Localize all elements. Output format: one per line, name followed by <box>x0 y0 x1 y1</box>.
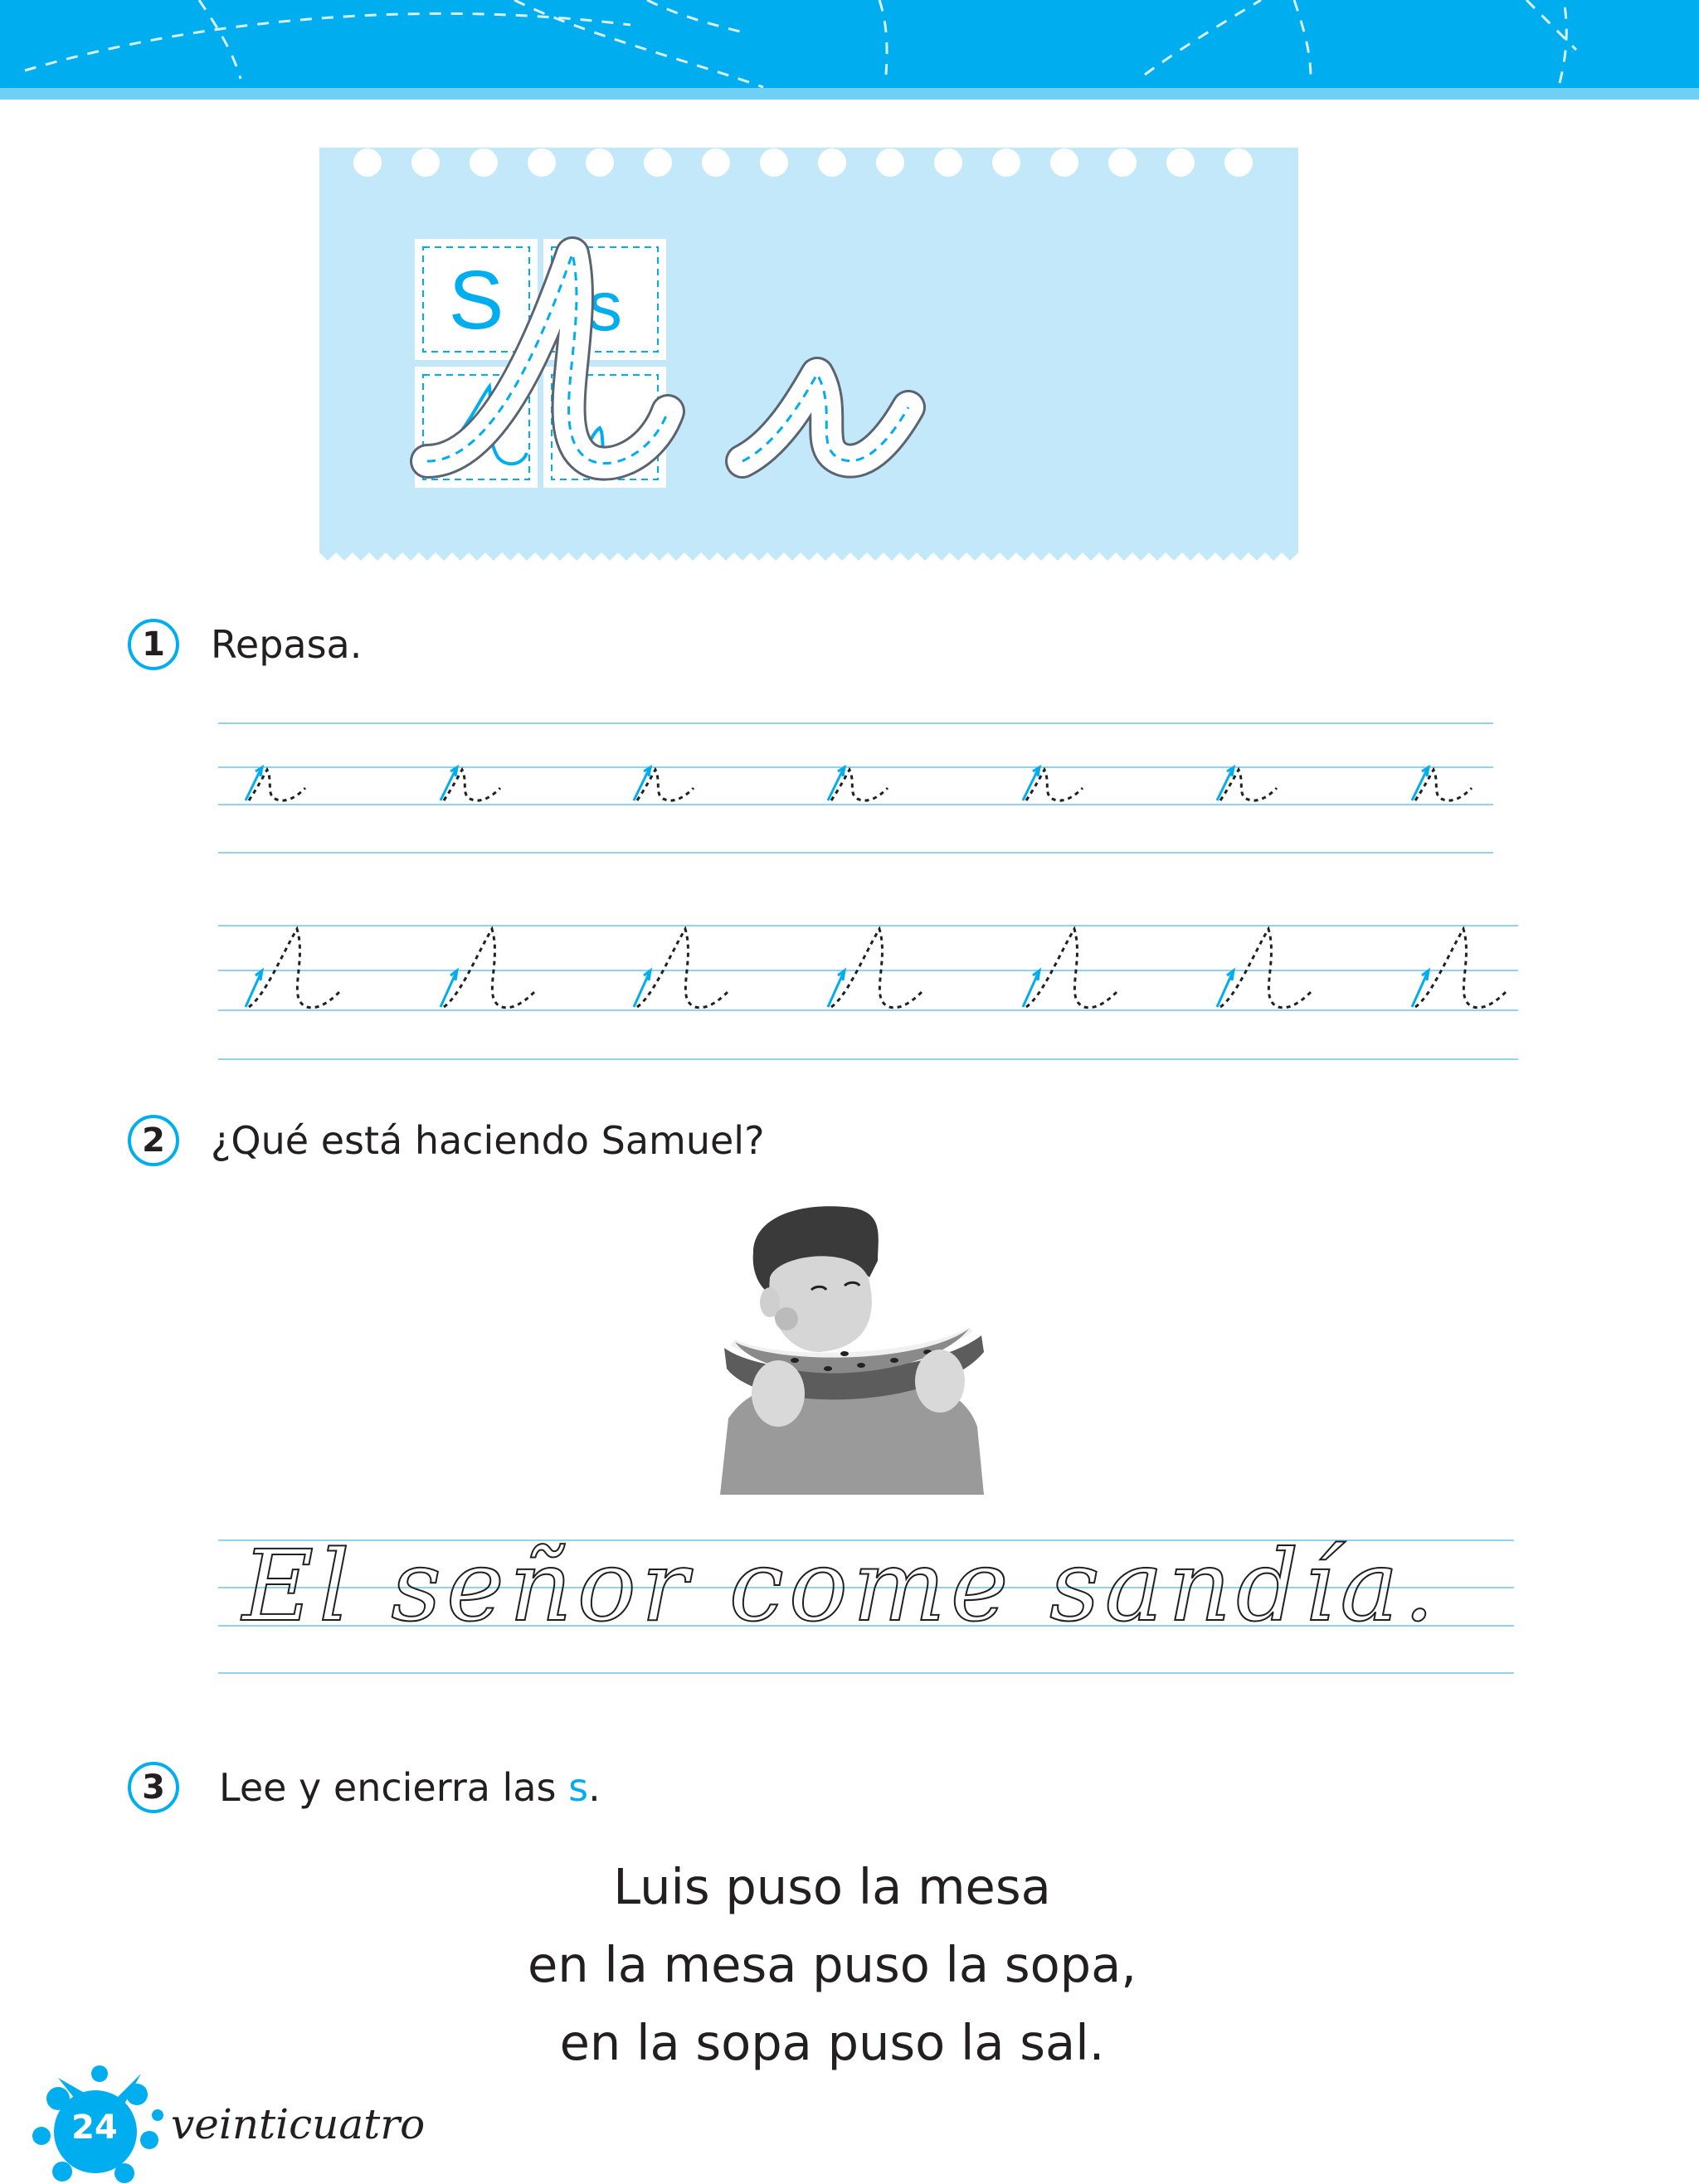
exercise-title: ¿Qué está haciendo Samuel? <box>211 1118 765 1163</box>
exercise-number: 1 <box>128 619 179 670</box>
poem-line: en la mesa puso la sopa, <box>527 1936 1137 1993</box>
exercise-title: Repasa. <box>211 622 363 667</box>
poem-line: Luis puso la mesa <box>613 1858 1051 1915</box>
exercise-number: 2 <box>128 1115 179 1166</box>
letter-card-text: s <box>587 267 622 345</box>
highlight-letter: s <box>568 1765 589 1810</box>
boy-eating-watermelon-illustration <box>720 1203 1002 1498</box>
poem-line: en la sopa puso la sal. <box>559 2014 1105 2071</box>
exercise-number: 3 <box>128 1762 179 1813</box>
letter-card-text: S <box>448 254 504 347</box>
trace-sentence: El señor come sandía. <box>242 1529 1440 1643</box>
poem <box>0 1848 1664 2082</box>
exercise-3-header <box>128 1762 601 1813</box>
page-number-word: veinticuatro <box>171 2100 426 2148</box>
exercise-title: Lee y encierra las s. <box>219 1765 601 1810</box>
exercise-2-header <box>128 1115 765 1166</box>
page-number: 24 <box>71 2109 118 2147</box>
